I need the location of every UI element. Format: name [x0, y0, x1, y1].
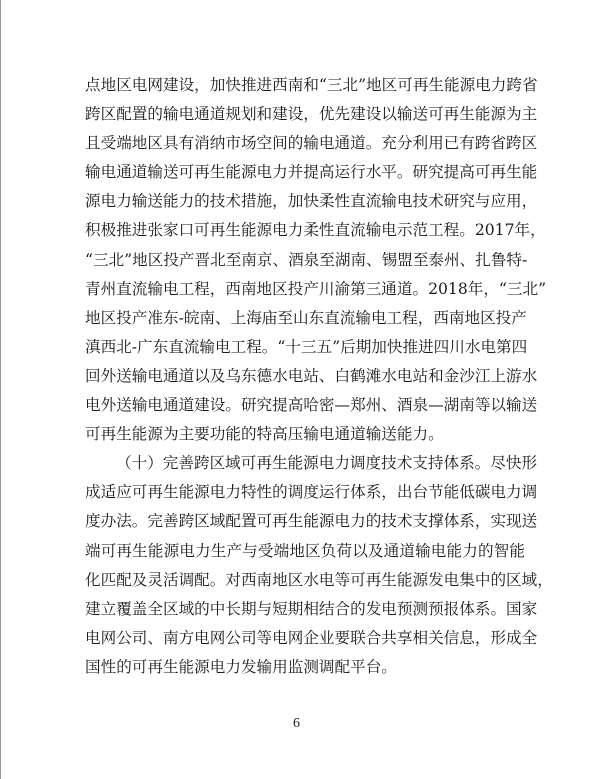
text-line: 成适应可再生能源电力特性的调度运行体系，出台节能低碳电力调 — [85, 483, 538, 502]
paragraph-end-line: 可再生能源为主要功能的特高压输电通道输送能力。 — [85, 425, 444, 444]
text-line: “三北”地区投产晋北至南京、酒泉至湖南、锡盟至泰州、扎鲁特- — [85, 250, 528, 269]
text-line: 点地区电网建设，加快推进西南和“三北”地区可再生能源电力跨省 — [85, 76, 538, 94]
text-line: 源电力输送能力的技术措施，加快柔性直流输电技术研究与应用， — [85, 192, 538, 211]
page-number: 6 — [293, 716, 300, 731]
text-line: 电外送输电通道建设。研究提高哈密—郑州、酒泉—湖南等以输送 — [85, 396, 538, 415]
body-text — [85, 71, 553, 682]
text-line: 回外送输电通道以及乌东德水电站、白鹤滩水电站和金沙江上游水 — [85, 366, 538, 385]
text-line: 滇西北-广东直流输电工程。“十三五”后期加快推进四川水电第四 — [85, 337, 528, 356]
text-line: 地区投产准东-皖南、上海庙至山东直流输电工程，西南地区投产 — [85, 308, 527, 327]
text-line: 输电通道输送可再生能源电力并提高运行水平。研究提高可再生能 — [85, 163, 538, 182]
text-line: 积极推进张家口可再生能源电力柔性直流输电示范工程。2017年， — [85, 221, 546, 240]
text-line: 青州直流输电工程，西南地区投产川渝第三通道。2018年，“三北” — [85, 279, 547, 298]
paragraph-end-line: 国性的可再生能源电力发输用监测调配平台。 — [85, 657, 397, 676]
text-line: 电网公司、南方电网公司等电网企业要联合共享相关信息，形成全 — [85, 628, 538, 647]
text-line: 且受端地区具有消纳市场空间的输电通道。充分利用已有跨省跨区 — [85, 134, 538, 153]
section-heading-line: （十）完善跨区域可再生能源电力调度技术支持体系。尽快形 — [116, 454, 538, 473]
text-line: 建立覆盖全区域的中长期与短期相结合的发电预测预报体系。国家 — [85, 599, 538, 618]
text-line: 端可再生能源电力生产与受端地区负荷以及通道输电能力的智能 — [85, 541, 525, 560]
text-line: 化匹配及灵活调配。对西南地区水电等可再生能源发电集中的区域， — [85, 570, 553, 589]
text-line: 度办法。完善跨区域配置可再生能源电力的技术支撑体系，实现送 — [85, 512, 538, 531]
text-line: 跨区配置的输电通道规划和建设，优先建设以输送可再生能源为主 — [85, 105, 538, 124]
